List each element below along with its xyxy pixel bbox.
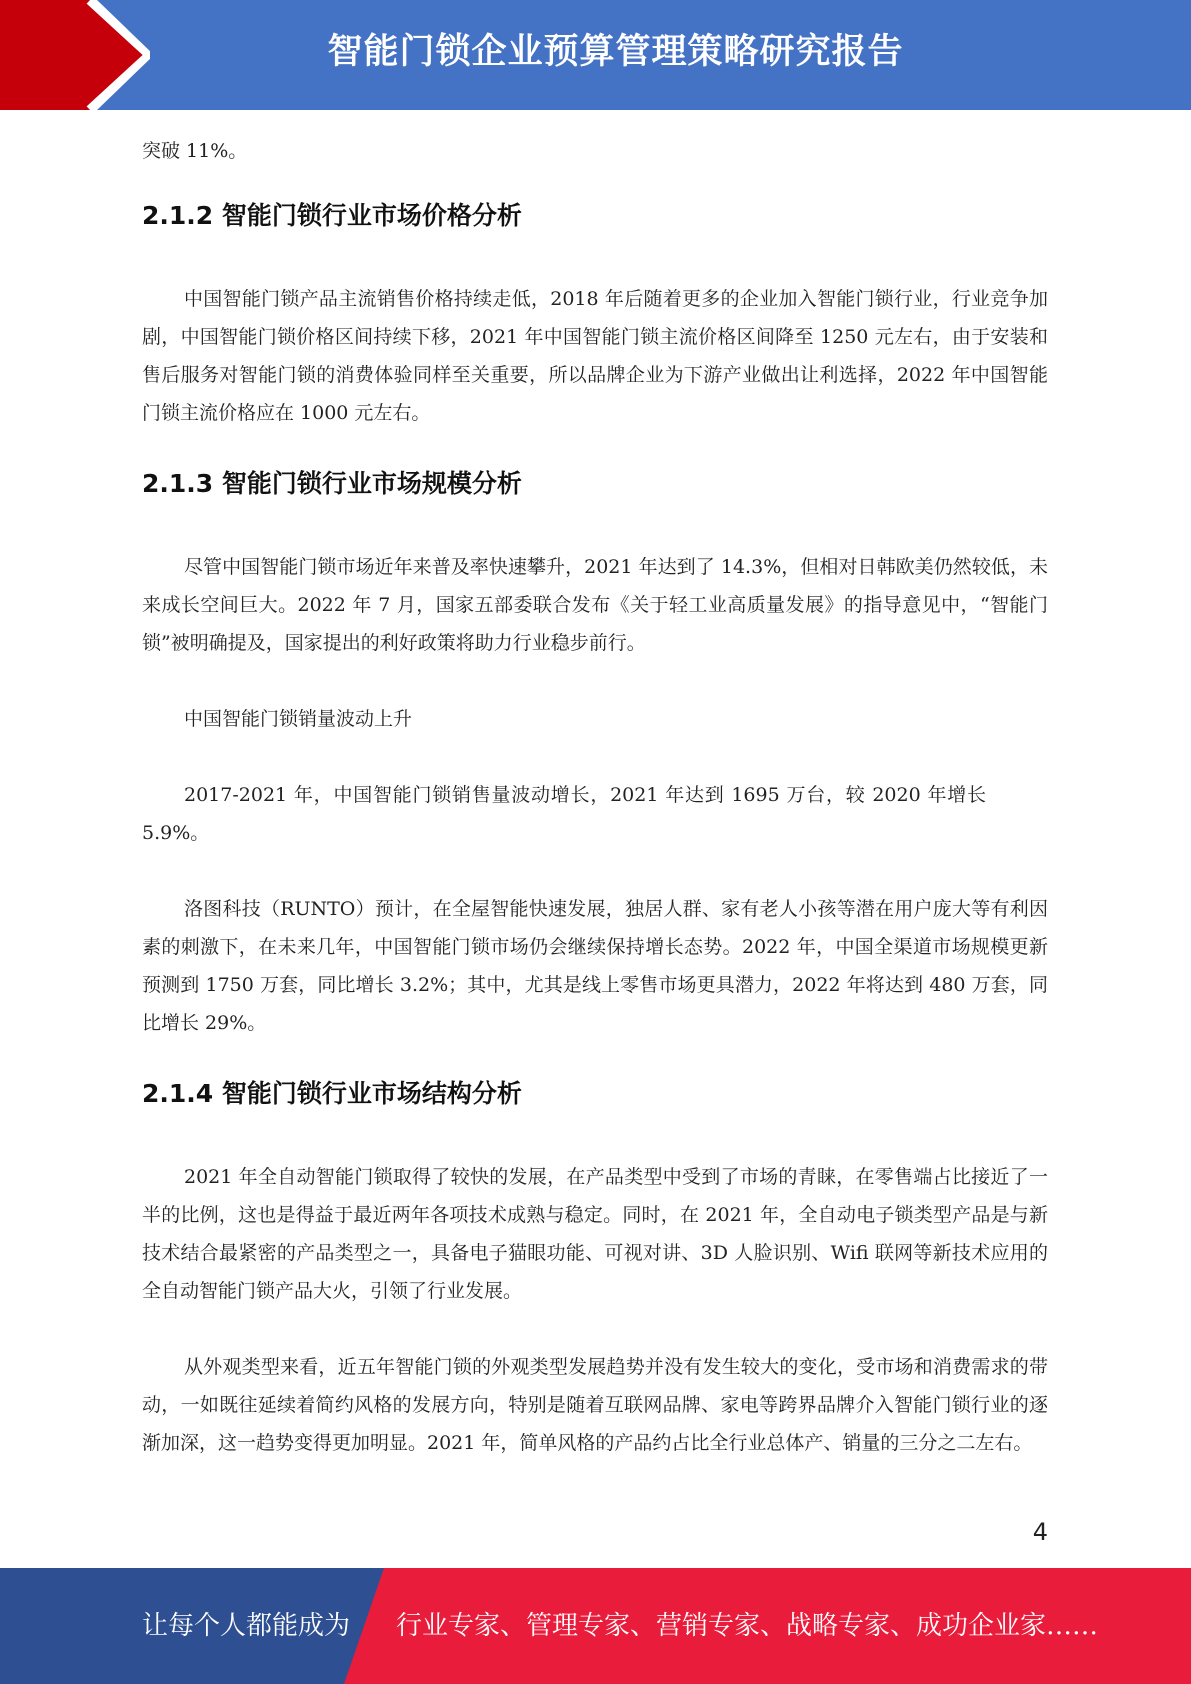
header-arrow-decoration	[0, 0, 150, 110]
intro-fragment: 突破 11%。	[142, 140, 248, 162]
page-header	[0, 0, 1191, 110]
paragraph: 中国智能门锁销量波动上升	[184, 708, 413, 730]
paragraph: 尽管中国智能门锁市场近年来普及率快速攀升，2021 年达到了 14.3%，但相对日韩欧美仍然较低，未来成长空间巨大。2022 年 7 月，国家五部委联合发布《关于轻工业高质量发展》的指导意见中，“智能门锁”被明确提及，国家提出的利好政策将助力行业稳步前行。	[142, 556, 1048, 654]
paragraph: 2017-2021 年，中国智能门锁销售量波动增长，2021 年达到 1695 万台，较 2020 年增长 5.9%。	[142, 784, 986, 844]
paragraph: 中国智能门锁产品主流销售价格持续走低，2018 年后随着更多的企业加入智能门锁行业，行业竞争加剧，中国智能门锁价格区间持续下移，2021 年中国智能门锁主流价格区间降至 1250 元左右，由于安装和售后服务对智能门锁的消费体验同样至关重要，所以品牌企业为下游产业做出让利选择，2022 年中国智能门锁主流价格应在 1000 元左右。	[142, 288, 1048, 424]
document-body	[142, 132, 1048, 1462]
page-footer	[0, 1568, 1191, 1684]
section-heading-2-1-4: 2.1.4 智能门锁行业市场结构分析	[142, 1079, 522, 1108]
report-title: 智能门锁企业预算管理策略研究报告	[327, 32, 904, 72]
section-heading-2-1-3: 2.1.3 智能门锁行业市场规模分析	[142, 469, 522, 498]
section-heading-2-1-2: 2.1.2 智能门锁行业市场价格分析	[142, 201, 522, 230]
footer-slogan-right: 行业专家、管理专家、营销专家、战略专家、成功企业家……	[396, 1611, 1099, 1641]
footer-slogan-left: 让每个人都能成为	[142, 1611, 351, 1641]
paragraph: 2021 年全自动智能门锁取得了较快的发展，在产品类型中受到了市场的青睐，在零售端占比接近了一半的比例，这也是得益于最近两年各项技术成熟与稳定。同时，在 2021 年，全自动电子锁类型产品是与新技术结合最紧密的产品类型之一，具备电子猫眼功能、可视对讲、3D 人脸识别、Wifi 联网等新技术应用的全自动智能门锁产品大火，引领了行业发展。	[142, 1166, 1048, 1302]
paragraph: 从外观类型来看，近五年智能门锁的外观类型发展趋势并没有发生较大的变化，受市场和消费需求的带动，一如既往延续着简约风格的发展方向，特别是随着互联网品牌、家电等跨界品牌介入智能门锁行业的逐渐加深，这一趋势变得更加明显。2021 年，简单风格的产品约占比全行业总体产、销量的三分之二左右。	[142, 1356, 1048, 1454]
paragraph: 洛图科技（RUNTO）预计，在全屋智能快速发展，独居人群、家有老人小孩等潜在用户庞大等有利因素的刺激下，在未来几年，中国智能门锁市场仍会继续保持增长态势。2022 年，中国全渠道市场规模更新预测到 1750 万套，同比增长 3.2%；其中，尤其是线上零售市场更具潜力，2022 年将达到 480 万套，同比增长 29%。	[142, 898, 1048, 1034]
page-number: 4	[1032, 1518, 1048, 1546]
